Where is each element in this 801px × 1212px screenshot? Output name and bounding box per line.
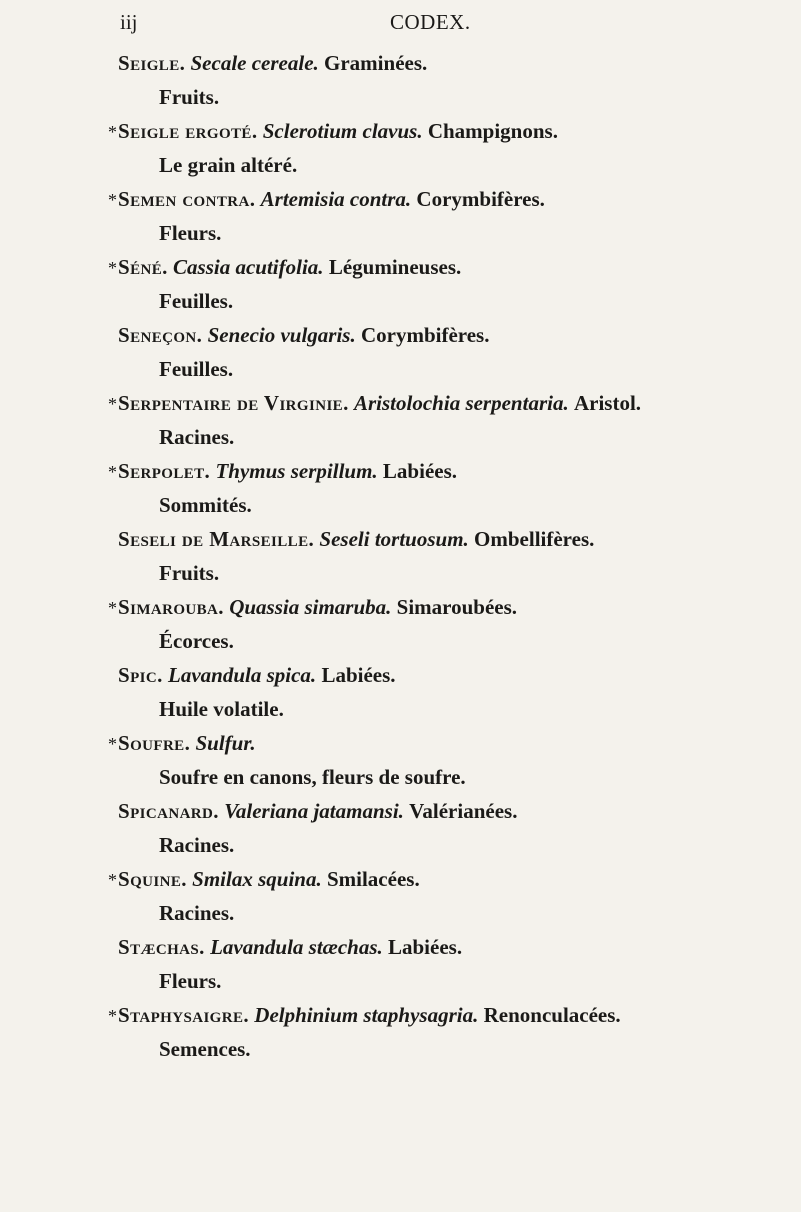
entry-name: Spic.	[118, 663, 163, 687]
entry-latin-name: Sulfur.	[195, 731, 256, 755]
star-mark: *	[108, 598, 117, 618]
entry	[108, 182, 788, 250]
running-title: CODEX.	[390, 10, 471, 34]
entry-part: Fleurs.	[159, 221, 222, 245]
entry-latin-name: Aristolochia serpentaria.	[354, 391, 569, 415]
entry-part: Écorces.	[159, 629, 234, 653]
entry-family: Corymbifères.	[416, 187, 545, 211]
entry	[118, 930, 788, 998]
entry	[118, 522, 788, 590]
entry-part: Feuilles.	[159, 357, 234, 381]
entry	[118, 658, 788, 726]
entry-latin-name: Seseli tortuosum.	[319, 527, 469, 551]
entry-name: Séné.	[118, 255, 168, 279]
entry-latin-name: Delphinium staphysagria.	[254, 1003, 479, 1027]
entry	[108, 726, 788, 794]
entry-part: Soufre en canons, fleurs de soufre.	[159, 765, 466, 789]
entry-family: Graminées.	[324, 51, 428, 75]
entry-family: Corymbifères.	[360, 323, 490, 347]
star-mark: *	[108, 870, 117, 890]
entry-latin-name: Thymus serpillum.	[215, 459, 378, 483]
entry-name: Seseli de Marseille.	[118, 527, 315, 551]
entry-name: Serpentaire de Virginie.	[118, 391, 349, 415]
entry-part: Fruits.	[159, 561, 220, 585]
entry-family: Labiées.	[321, 663, 396, 687]
entry-part: Racines.	[159, 833, 235, 857]
entry-part: Fruits.	[159, 85, 220, 109]
star-mark: *	[108, 1006, 117, 1026]
entry-latin-name: Lavandula stæchas.	[210, 935, 383, 959]
entry	[108, 590, 788, 658]
entry-latin-name: Lavandula spica.	[168, 663, 317, 687]
star-mark: *	[108, 258, 117, 278]
entry-family: Ombellifères.	[474, 527, 595, 551]
entry-part: Semences.	[159, 1037, 251, 1061]
page-header	[120, 10, 580, 36]
star-mark: *	[108, 394, 117, 414]
entry-part: Le grain altéré.	[159, 153, 298, 177]
star-mark: *	[108, 734, 117, 754]
entry	[108, 386, 788, 454]
entry-part: Sommités.	[159, 493, 252, 517]
star-mark: *	[108, 122, 117, 142]
entry-family: Légumineuses.	[328, 255, 462, 279]
entry-family: Simaroubées.	[396, 595, 518, 619]
entry-family: Renonculacées.	[483, 1003, 621, 1027]
entry-family: Valérianées.	[409, 799, 518, 823]
entry-latin-name: Secale cereale.	[190, 51, 319, 75]
entry-family: Champignons.	[427, 119, 558, 143]
entry-name: Simarouba.	[118, 595, 224, 619]
entry-name: Squine.	[118, 867, 187, 891]
entry-name: Seneçon.	[118, 323, 203, 347]
entry-latin-name: Cassia acutifolia.	[173, 255, 324, 279]
entry	[118, 794, 788, 862]
page-number: iij	[120, 10, 138, 34]
entry-name: Seigle ergoté.	[118, 119, 258, 143]
entry-part: Fleurs.	[159, 969, 222, 993]
entry-name: Semen contra.	[118, 187, 256, 211]
entry-family: Labiées.	[388, 935, 463, 959]
entry	[118, 318, 788, 386]
entry-list	[108, 46, 788, 1066]
entry-name: Staphysaigre.	[118, 1003, 250, 1027]
entry	[118, 46, 788, 114]
entry	[108, 862, 788, 930]
entry-latin-name: Valeriana jatamansi.	[224, 799, 404, 823]
entry-latin-name: Senecio vulgaris.	[207, 323, 356, 347]
entry-part: Racines.	[159, 901, 235, 925]
entry-name: Serpolet.	[118, 459, 211, 483]
star-mark: *	[108, 462, 117, 482]
entry-family: Aristol.	[573, 391, 642, 415]
entry-part: Huile volatile.	[159, 697, 284, 721]
entry-name: Stæchas.	[118, 935, 205, 959]
entry-name: Seigle.	[118, 51, 186, 75]
entry	[108, 114, 788, 182]
entry	[108, 250, 788, 318]
entry-family: Labiées.	[382, 459, 458, 483]
entry-latin-name: Sclerotium clavus.	[262, 119, 423, 143]
entry-family: Smilacées.	[326, 867, 420, 891]
entry-part: Feuilles.	[159, 289, 234, 313]
entry	[108, 454, 788, 522]
entry-latin-name: Artemisia contra.	[260, 187, 412, 211]
entry-latin-name: Smilax squina.	[192, 867, 322, 891]
star-mark: *	[108, 190, 117, 210]
entry-name: Spicanard.	[118, 799, 219, 823]
entry-latin-name: Quassia simaruba.	[229, 595, 392, 619]
entry-name: Soufre.	[118, 731, 191, 755]
entry-part: Racines.	[159, 425, 235, 449]
entry	[108, 998, 788, 1066]
